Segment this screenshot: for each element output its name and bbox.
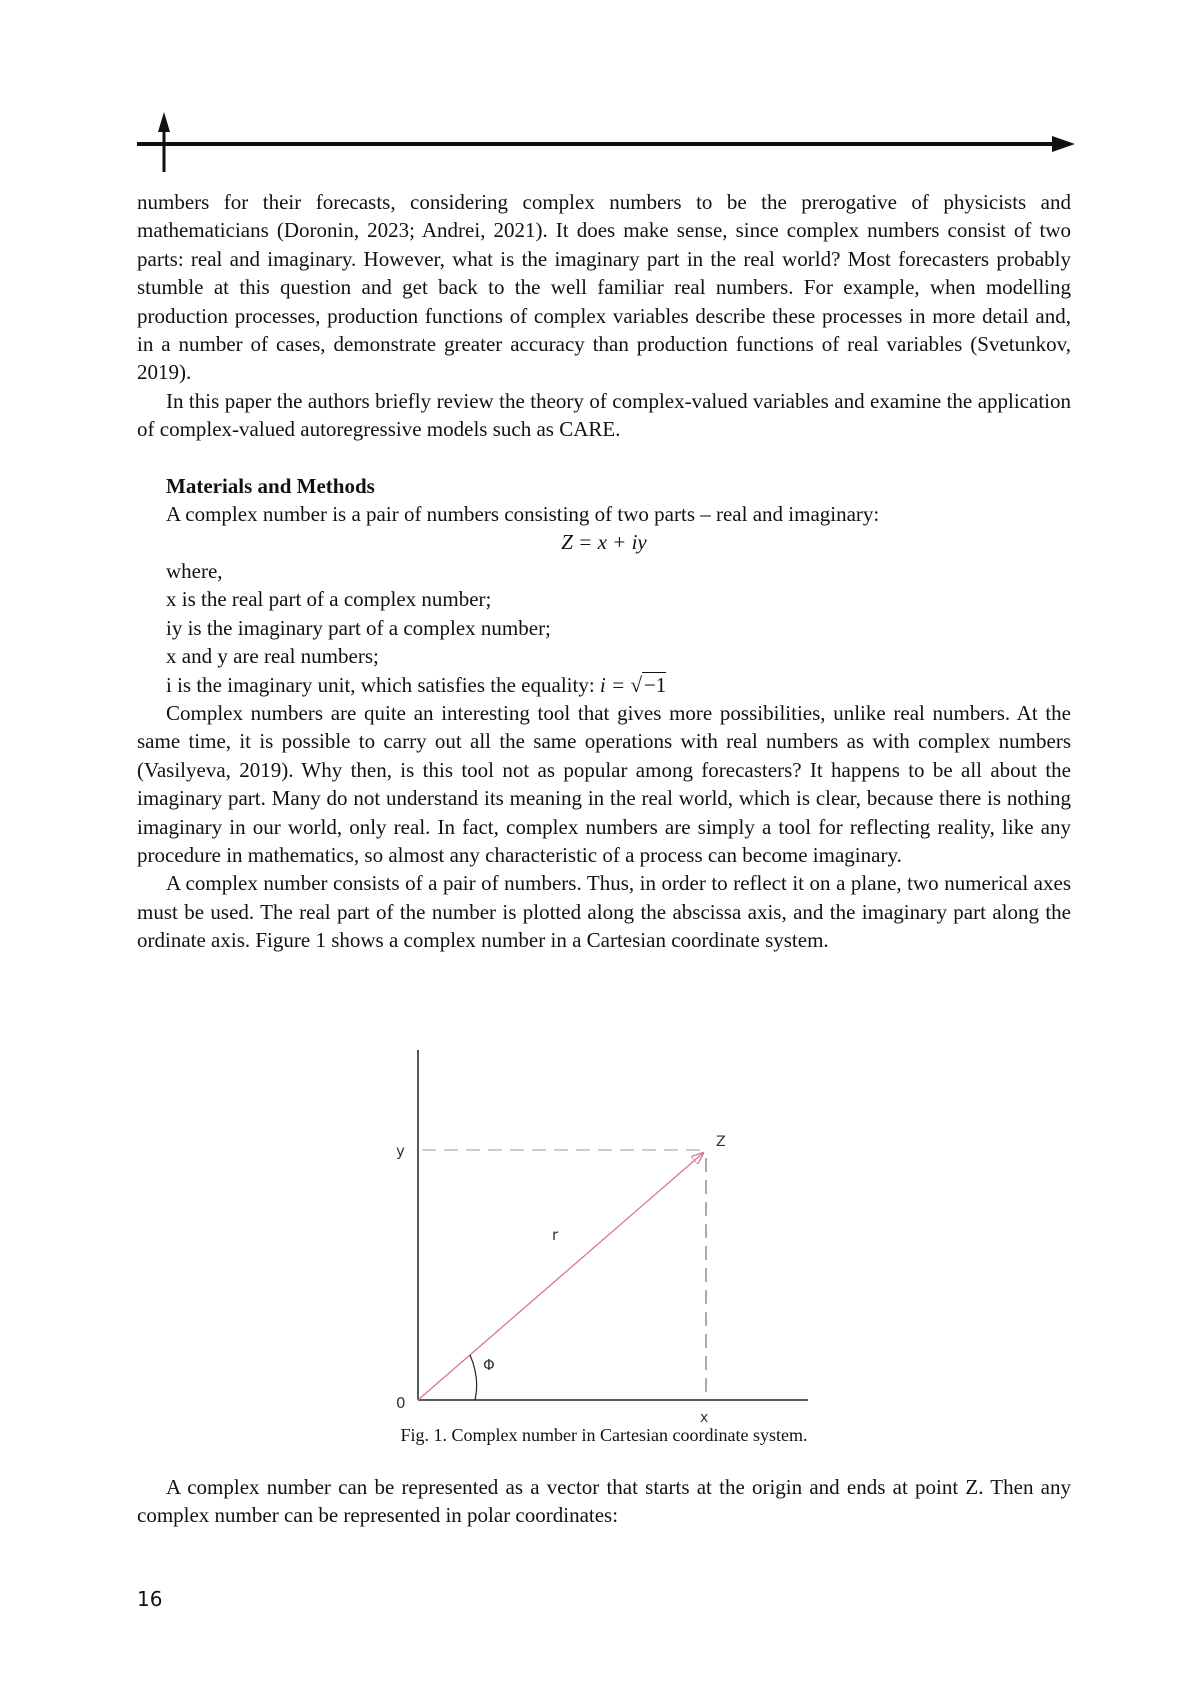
equation-i-lhs: i =: [599, 672, 626, 697]
figure-complex-plane: [380, 1040, 820, 1440]
paragraph-2: In this paper the authors briefly review the theory of complex-valued variables and examine the application of complex-valued autoregressive models such as CARE.: [137, 388, 1071, 442]
where-line: where,: [166, 558, 223, 583]
label-z: Z: [716, 1134, 726, 1150]
body-text: [137, 188, 1071, 955]
definition-xy: x and y are real numbers;: [166, 644, 379, 669]
equation-i-root: −1: [643, 672, 667, 697]
header-rule: [0, 0, 1200, 180]
paragraph-6: A complex number can be represented as a vector that starts at the origin and ends at point Z. Then any complex number can be represented in polar coordinates:: [137, 1475, 1071, 1528]
vector-r: [418, 1153, 703, 1400]
header-up-arrow: [158, 112, 170, 132]
label-origin: 0: [396, 1394, 406, 1412]
definition-i: [137, 671, 1071, 699]
label-phi: Φ: [483, 1356, 495, 1374]
header-right-arrow: [1052, 136, 1075, 152]
paragraph-1: numbers for their forecasts, considering complex numbers to be the prerogative of physicists and mathematicians (Doronin, 2023; Andrei, 2021). It does make sense, since complex numbers consist of two parts: real and imaginary. However, what is the imaginary part in the real world? Most forecasters probably stumble at this question and get back to the well familiar real numbers. For example, when modelling production processes, production functions of complex variables describe these processes in more detail and, in a number of cases, demonstrate greater accuracy than production functions of real variables (Svetunkov, 2019).: [137, 190, 1071, 385]
body-text-after-figure: [137, 1473, 1071, 1530]
formula-z: Z = x + iy: [561, 530, 647, 555]
definition-x: x is the real part of a complex number;: [166, 587, 492, 612]
paragraph-4: Complex numbers are quite an interesting tool that gives more possibilities, unlike real numbers. At the same time, it is possible to carry out all the same operations with real numbers as with complex numbers (Vasilyeva, 2019). Why then, is this tool not as popular among forecasters? It happens to be all about the imaginary part. Many do not understand its meaning in the real world, which is clear, because there is nothing imaginary in our world, only real. In fact, complex numbers are simply a tool for reflecting reality, like any procedure in mathematics, so almost any characteristic of a process can become imaginary.: [137, 700, 1071, 867]
paragraph-3: A complex number is a pair of numbers consisting of two parts – real and imaginary:: [166, 502, 880, 527]
label-x: x: [700, 1410, 709, 1426]
paragraph-5: A complex number consists of a pair of numbers. Thus, in order to reflect it on a plane, two numerical axes must be used. The real part of the number is plotted along the abscissa axis, and the imaginary part along the ordinate axis. Figure 1 shows a complex number in a Cartesian coordinate system.: [137, 871, 1071, 953]
label-r: r: [552, 1226, 559, 1244]
sqrt-symbol: √: [630, 672, 642, 697]
figure-caption: Fig. 1. Complex number in Cartesian coordinate system.: [400, 1425, 808, 1445]
definition-iy: iy is the imaginary part of a complex number;: [166, 615, 551, 640]
angle-arc: [470, 1355, 477, 1400]
definition-i-text: i is the imaginary unit, which satisfies the equality:: [166, 672, 595, 697]
section-heading: Materials and Methods: [166, 473, 375, 498]
page-number: 16: [137, 1587, 163, 1611]
label-y: y: [396, 1142, 405, 1160]
